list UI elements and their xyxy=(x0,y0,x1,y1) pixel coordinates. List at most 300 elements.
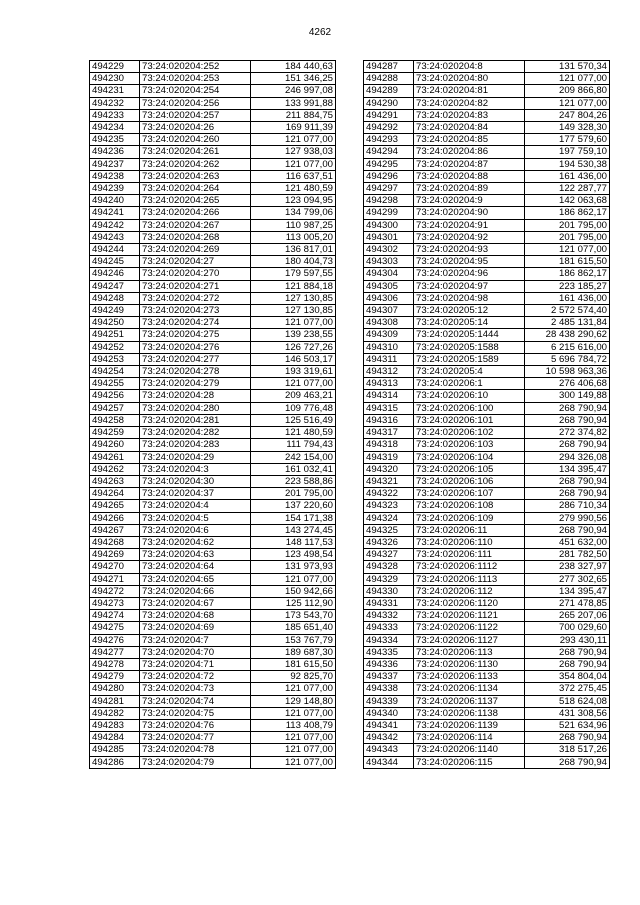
table-row xyxy=(364,73,610,85)
cadastral-value: 247 804,26 xyxy=(525,109,610,121)
table-row xyxy=(364,451,610,463)
table-row xyxy=(90,451,336,463)
cadastral-number: 73:24:020204:278 xyxy=(140,366,251,378)
cadastral-number: 73:24:020204:62 xyxy=(140,536,251,548)
cadastral-value: 5 696 784,72 xyxy=(525,353,610,365)
cadastral-number: 73:24:020205:1444 xyxy=(414,329,525,341)
row-number: 494233 xyxy=(90,109,140,121)
row-number: 494280 xyxy=(90,683,140,695)
table-row xyxy=(364,463,610,475)
cadastral-value: 134 395,47 xyxy=(525,585,610,597)
cadastral-value: 127 938,03 xyxy=(251,146,336,158)
cadastral-number: 73:24:020204:270 xyxy=(140,268,251,280)
table-row xyxy=(90,366,336,378)
row-number: 494307 xyxy=(364,305,414,317)
table-row xyxy=(364,366,610,378)
cadastral-number: 73:24:020204:85 xyxy=(414,134,525,146)
row-number: 494293 xyxy=(364,134,414,146)
cadastral-number: 73:24:020206:1139 xyxy=(414,719,525,731)
cadastral-number: 73:24:020204:98 xyxy=(414,292,525,304)
cadastral-number: 73:24:020206:1133 xyxy=(414,671,525,683)
cadastral-value: 242 154,00 xyxy=(251,451,336,463)
cadastral-number: 73:24:020204:70 xyxy=(140,646,251,658)
table-row xyxy=(90,109,336,121)
row-number: 494258 xyxy=(90,414,140,426)
cadastral-number: 73:24:020206:1130 xyxy=(414,658,525,670)
cadastral-number: 73:24:020204:86 xyxy=(414,146,525,158)
cadastral-value: 354 804,04 xyxy=(525,671,610,683)
table-row xyxy=(90,122,336,134)
table-row xyxy=(90,573,336,585)
cadastral-value: 268 790,94 xyxy=(525,439,610,451)
table-row xyxy=(90,512,336,524)
table-row xyxy=(364,719,610,731)
row-number: 494322 xyxy=(364,488,414,500)
table-row xyxy=(364,353,610,365)
cadastral-number: 73:24:020204:8 xyxy=(414,61,525,73)
cadastral-number: 73:24:020206:115 xyxy=(414,756,525,768)
cadastral-number: 73:24:020204:80 xyxy=(414,73,525,85)
row-number: 494331 xyxy=(364,597,414,609)
table-row xyxy=(90,341,336,353)
cadastral-number: 73:24:020206:100 xyxy=(414,402,525,414)
cadastral-value: 121 077,00 xyxy=(251,707,336,719)
row-number: 494232 xyxy=(90,97,140,109)
row-number: 494296 xyxy=(364,170,414,182)
cadastral-value: 161 032,41 xyxy=(251,463,336,475)
cadastral-number: 73:24:020204:269 xyxy=(140,244,251,256)
cadastral-number: 73:24:020204:267 xyxy=(140,219,251,231)
table-row xyxy=(364,341,610,353)
table-row xyxy=(364,219,610,231)
cadastral-number: 73:24:020206:1137 xyxy=(414,695,525,707)
row-number: 494321 xyxy=(364,475,414,487)
table-row xyxy=(90,97,336,109)
cadastral-number: 73:24:020205:1589 xyxy=(414,353,525,365)
cadastral-value: 146 503,17 xyxy=(251,353,336,365)
row-number: 494343 xyxy=(364,744,414,756)
cadastral-value: 180 404,73 xyxy=(251,256,336,268)
row-number: 494312 xyxy=(364,366,414,378)
cadastral-value: 268 790,94 xyxy=(525,402,610,414)
cadastral-number: 73:24:020204:73 xyxy=(140,683,251,695)
table-row xyxy=(90,292,336,304)
table-row xyxy=(90,146,336,158)
table-row xyxy=(364,683,610,695)
cadastral-value: 281 782,50 xyxy=(525,549,610,561)
row-number: 494243 xyxy=(90,231,140,243)
cadastral-value: 268 790,94 xyxy=(525,475,610,487)
cadastral-value: 153 767,79 xyxy=(251,634,336,646)
table-row xyxy=(364,512,610,524)
table-row xyxy=(364,244,610,256)
cadastral-number: 73:24:020206:108 xyxy=(414,500,525,512)
cadastral-number: 73:24:020204:91 xyxy=(414,219,525,231)
table-row xyxy=(364,707,610,719)
row-number: 494302 xyxy=(364,244,414,256)
table-row xyxy=(364,317,610,329)
cadastral-value: 268 790,94 xyxy=(525,524,610,536)
table-row xyxy=(90,390,336,402)
row-number: 494338 xyxy=(364,683,414,695)
cadastral-number: 73:24:020204:271 xyxy=(140,280,251,292)
table-row xyxy=(90,244,336,256)
row-number: 494252 xyxy=(90,341,140,353)
table-row xyxy=(364,756,610,768)
cadastral-number: 73:24:020204:96 xyxy=(414,268,525,280)
cadastral-number: 73:24:020206:102 xyxy=(414,427,525,439)
row-number: 494287 xyxy=(364,61,414,73)
cadastral-value: 181 615,50 xyxy=(525,256,610,268)
table-row xyxy=(364,61,610,73)
cadastral-number: 73:24:020206:107 xyxy=(414,488,525,500)
cadastral-value: 149 328,30 xyxy=(525,122,610,134)
cadastral-value: 169 911,39 xyxy=(251,122,336,134)
table-row xyxy=(90,85,336,97)
table-row xyxy=(90,549,336,561)
row-number: 494244 xyxy=(90,244,140,256)
cadastral-value: 271 478,85 xyxy=(525,597,610,609)
table-row xyxy=(364,500,610,512)
row-number: 494236 xyxy=(90,146,140,158)
cadastral-number: 73:24:020204:97 xyxy=(414,280,525,292)
cadastral-value: 150 942,66 xyxy=(251,585,336,597)
row-number: 494267 xyxy=(90,524,140,536)
cadastral-number: 73:24:020206:10 xyxy=(414,390,525,402)
table-row xyxy=(90,378,336,390)
cadastral-value: 131 973,93 xyxy=(251,561,336,573)
table-row xyxy=(90,219,336,231)
table-row xyxy=(364,146,610,158)
table-row xyxy=(364,597,610,609)
cadastral-number: 73:24:020204:7 xyxy=(140,634,251,646)
row-number: 494341 xyxy=(364,719,414,731)
table-row xyxy=(364,268,610,280)
table-row xyxy=(364,292,610,304)
row-number: 494271 xyxy=(90,573,140,585)
row-number: 494298 xyxy=(364,195,414,207)
cadastral-value: 265 207,06 xyxy=(525,610,610,622)
row-number: 494333 xyxy=(364,622,414,634)
cadastral-value: 300 149,88 xyxy=(525,390,610,402)
table-row xyxy=(90,402,336,414)
row-number: 494278 xyxy=(90,658,140,670)
row-number: 494230 xyxy=(90,73,140,85)
table-row xyxy=(364,622,610,634)
cadastral-value: 109 776,48 xyxy=(251,402,336,414)
row-number: 494316 xyxy=(364,414,414,426)
table-row xyxy=(364,305,610,317)
cadastral-number: 73:24:020206:112 xyxy=(414,585,525,597)
row-number: 494317 xyxy=(364,427,414,439)
row-number: 494240 xyxy=(90,195,140,207)
table-row xyxy=(90,732,336,744)
row-number: 494323 xyxy=(364,500,414,512)
table-row xyxy=(90,414,336,426)
cadastral-number: 73:24:020204:282 xyxy=(140,427,251,439)
row-number: 494332 xyxy=(364,610,414,622)
cadastral-number: 73:24:020204:67 xyxy=(140,597,251,609)
table-row xyxy=(364,402,610,414)
row-number: 494315 xyxy=(364,402,414,414)
table-row xyxy=(90,73,336,85)
table-row xyxy=(364,378,610,390)
cadastral-value: 268 790,94 xyxy=(525,756,610,768)
row-number: 494329 xyxy=(364,573,414,585)
table-row xyxy=(90,195,336,207)
table-row xyxy=(90,61,336,73)
cadastral-value: 121 480,59 xyxy=(251,427,336,439)
cadastral-value: 142 063,68 xyxy=(525,195,610,207)
row-number: 494281 xyxy=(90,695,140,707)
cadastral-value: 126 727,26 xyxy=(251,341,336,353)
cadastral-value: 113 408,79 xyxy=(251,719,336,731)
cadastral-number: 73:24:020204:283 xyxy=(140,439,251,451)
row-number: 494272 xyxy=(90,585,140,597)
row-number: 494247 xyxy=(90,280,140,292)
table-row xyxy=(364,488,610,500)
cadastral-value: 318 517,26 xyxy=(525,744,610,756)
cadastral-number: 73:24:020204:264 xyxy=(140,183,251,195)
table-row xyxy=(90,427,336,439)
row-number: 494270 xyxy=(90,561,140,573)
row-number: 494249 xyxy=(90,305,140,317)
cadastral-number: 73:24:020204:276 xyxy=(140,341,251,353)
cadastral-value: 177 579,60 xyxy=(525,134,610,146)
table-row xyxy=(90,646,336,658)
table-row xyxy=(90,585,336,597)
cadastral-value: 125 516,49 xyxy=(251,414,336,426)
cadastral-value: 700 029,60 xyxy=(525,622,610,634)
cadastral-number: 73:24:020205:14 xyxy=(414,317,525,329)
cadastral-number: 73:24:020204:256 xyxy=(140,97,251,109)
table-row xyxy=(364,134,610,146)
row-number: 494256 xyxy=(90,390,140,402)
row-number: 494231 xyxy=(90,85,140,97)
cadastral-value: 431 308,56 xyxy=(525,707,610,719)
cadastral-value: 139 238,55 xyxy=(251,329,336,341)
table-row xyxy=(364,671,610,683)
row-number: 494289 xyxy=(364,85,414,97)
cadastral-value: 151 346,25 xyxy=(251,73,336,85)
cadastral-value: 268 790,94 xyxy=(525,488,610,500)
cadastral-value: 189 687,30 xyxy=(251,646,336,658)
cadastral-number: 73:24:020204:87 xyxy=(414,158,525,170)
cadastral-value: 181 615,50 xyxy=(251,658,336,670)
cadastral-value: 154 171,38 xyxy=(251,512,336,524)
row-number: 494263 xyxy=(90,475,140,487)
cadastral-number: 73:24:020204:95 xyxy=(414,256,525,268)
row-number: 494301 xyxy=(364,231,414,243)
registry-table-right xyxy=(363,60,610,769)
table-row xyxy=(90,231,336,243)
cadastral-value: 121 884,18 xyxy=(251,280,336,292)
cadastral-value: 209 463,21 xyxy=(251,390,336,402)
table-row xyxy=(90,280,336,292)
row-number: 494246 xyxy=(90,268,140,280)
row-number: 494297 xyxy=(364,183,414,195)
cadastral-number: 73:24:020204:6 xyxy=(140,524,251,536)
cadastral-number: 73:24:020204:84 xyxy=(414,122,525,134)
cadastral-number: 73:24:020204:81 xyxy=(414,85,525,97)
cadastral-value: 201 795,00 xyxy=(525,231,610,243)
row-number: 494253 xyxy=(90,353,140,365)
cadastral-number: 73:24:020204:68 xyxy=(140,610,251,622)
row-number: 494342 xyxy=(364,732,414,744)
cadastral-value: 127 130,85 xyxy=(251,305,336,317)
cadastral-value: 92 825,70 xyxy=(251,671,336,683)
row-number: 494319 xyxy=(364,451,414,463)
cadastral-value: 121 077,00 xyxy=(251,683,336,695)
row-number: 494300 xyxy=(364,219,414,231)
cadastral-value: 113 005,20 xyxy=(251,231,336,243)
table-row xyxy=(90,744,336,756)
table-row xyxy=(90,317,336,329)
cadastral-value: 201 795,00 xyxy=(525,219,610,231)
cadastral-value: 121 077,00 xyxy=(251,573,336,585)
table-row xyxy=(90,683,336,695)
cadastral-value: 272 374,82 xyxy=(525,427,610,439)
row-number: 494283 xyxy=(90,719,140,731)
cadastral-number: 73:24:020204:263 xyxy=(140,170,251,182)
table-row xyxy=(90,134,336,146)
row-number: 494304 xyxy=(364,268,414,280)
cadastral-value: 161 436,00 xyxy=(525,170,610,182)
row-number: 494320 xyxy=(364,463,414,475)
cadastral-number: 73:24:020206:1140 xyxy=(414,744,525,756)
row-number: 494291 xyxy=(364,109,414,121)
cadastral-number: 73:24:020204:253 xyxy=(140,73,251,85)
cadastral-number: 73:24:020204:78 xyxy=(140,744,251,756)
cadastral-value: 185 651,40 xyxy=(251,622,336,634)
table-row xyxy=(364,646,610,658)
table-row xyxy=(364,524,610,536)
cadastral-number: 73:24:020206:109 xyxy=(414,512,525,524)
row-number: 494234 xyxy=(90,122,140,134)
table-row xyxy=(364,439,610,451)
cadastral-number: 73:24:020204:82 xyxy=(414,97,525,109)
row-number: 494254 xyxy=(90,366,140,378)
row-number: 494340 xyxy=(364,707,414,719)
table-row xyxy=(90,756,336,768)
row-number: 494339 xyxy=(364,695,414,707)
table-row xyxy=(364,231,610,243)
table-row xyxy=(90,500,336,512)
row-number: 494328 xyxy=(364,561,414,573)
row-number: 494260 xyxy=(90,439,140,451)
cadastral-value: 286 710,34 xyxy=(525,500,610,512)
table-row xyxy=(364,561,610,573)
row-number: 494305 xyxy=(364,280,414,292)
row-number: 494274 xyxy=(90,610,140,622)
table-row xyxy=(90,719,336,731)
cadastral-value: 127 130,85 xyxy=(251,292,336,304)
table-row xyxy=(364,390,610,402)
cadastral-number: 73:24:020204:37 xyxy=(140,488,251,500)
row-number: 494245 xyxy=(90,256,140,268)
table-row xyxy=(364,170,610,182)
table-row xyxy=(364,695,610,707)
cadastral-value: 121 077,00 xyxy=(251,732,336,744)
row-number: 494279 xyxy=(90,671,140,683)
cadastral-value: 268 790,94 xyxy=(525,646,610,658)
cadastral-number: 73:24:020204:65 xyxy=(140,573,251,585)
cadastral-number: 73:24:020205:12 xyxy=(414,305,525,317)
row-number: 494229 xyxy=(90,61,140,73)
row-number: 494241 xyxy=(90,207,140,219)
cadastral-number: 73:24:020206:113 xyxy=(414,646,525,658)
cadastral-value: 173 543,70 xyxy=(251,610,336,622)
row-number: 494330 xyxy=(364,585,414,597)
row-number: 494306 xyxy=(364,292,414,304)
table-row xyxy=(90,488,336,500)
row-number: 494335 xyxy=(364,646,414,658)
table-row xyxy=(364,427,610,439)
cadastral-value: 268 790,94 xyxy=(525,414,610,426)
cadastral-number: 73:24:020204:268 xyxy=(140,231,251,243)
cadastral-value: 133 991,88 xyxy=(251,97,336,109)
cadastral-value: 223 588,86 xyxy=(251,475,336,487)
row-number: 494262 xyxy=(90,463,140,475)
cadastral-number: 73:24:020204:30 xyxy=(140,475,251,487)
table-row xyxy=(364,658,610,670)
row-number: 494325 xyxy=(364,524,414,536)
table-row xyxy=(90,256,336,268)
cadastral-number: 73:24:020206:1121 xyxy=(414,610,525,622)
cadastral-number: 73:24:020206:1 xyxy=(414,378,525,390)
cadastral-number: 73:24:020206:1122 xyxy=(414,622,525,634)
row-number: 494314 xyxy=(364,390,414,402)
cadastral-number: 73:24:020204:274 xyxy=(140,317,251,329)
row-number: 494251 xyxy=(90,329,140,341)
cadastral-number: 73:24:020206:1113 xyxy=(414,573,525,585)
cadastral-value: 121 077,00 xyxy=(525,97,610,109)
row-number: 494292 xyxy=(364,122,414,134)
table-row xyxy=(90,671,336,683)
cadastral-value: 246 997,08 xyxy=(251,85,336,97)
cadastral-value: 121 077,00 xyxy=(525,244,610,256)
row-number: 494238 xyxy=(90,170,140,182)
cadastral-number: 73:24:020204:71 xyxy=(140,658,251,670)
cadastral-value: 121 077,00 xyxy=(251,756,336,768)
cadastral-number: 73:24:020204:280 xyxy=(140,402,251,414)
cadastral-value: 123 094,95 xyxy=(251,195,336,207)
cadastral-number: 73:24:020206:11 xyxy=(414,524,525,536)
cadastral-number: 73:24:020204:262 xyxy=(140,158,251,170)
row-number: 494242 xyxy=(90,219,140,231)
cadastral-value: 121 077,00 xyxy=(251,134,336,146)
row-number: 494311 xyxy=(364,353,414,365)
table-row xyxy=(90,475,336,487)
cadastral-value: 131 570,34 xyxy=(525,61,610,73)
row-number: 494327 xyxy=(364,549,414,561)
cadastral-number: 73:24:020206:111 xyxy=(414,549,525,561)
cadastral-number: 73:24:020204:265 xyxy=(140,195,251,207)
table-row xyxy=(364,280,610,292)
table-row xyxy=(90,353,336,365)
cadastral-number: 73:24:020204:277 xyxy=(140,353,251,365)
cadastral-number: 73:24:020204:77 xyxy=(140,732,251,744)
cadastral-number: 73:24:020204:88 xyxy=(414,170,525,182)
row-number: 494237 xyxy=(90,158,140,170)
cadastral-value: 279 990,56 xyxy=(525,512,610,524)
cadastral-number: 73:24:020206:103 xyxy=(414,439,525,451)
cadastral-number: 73:24:020204:26 xyxy=(140,122,251,134)
cadastral-number: 73:24:020204:92 xyxy=(414,231,525,243)
registry-table-left xyxy=(89,60,336,769)
cadastral-number: 73:24:020204:76 xyxy=(140,719,251,731)
cadastral-value: 6 215 616,00 xyxy=(525,341,610,353)
